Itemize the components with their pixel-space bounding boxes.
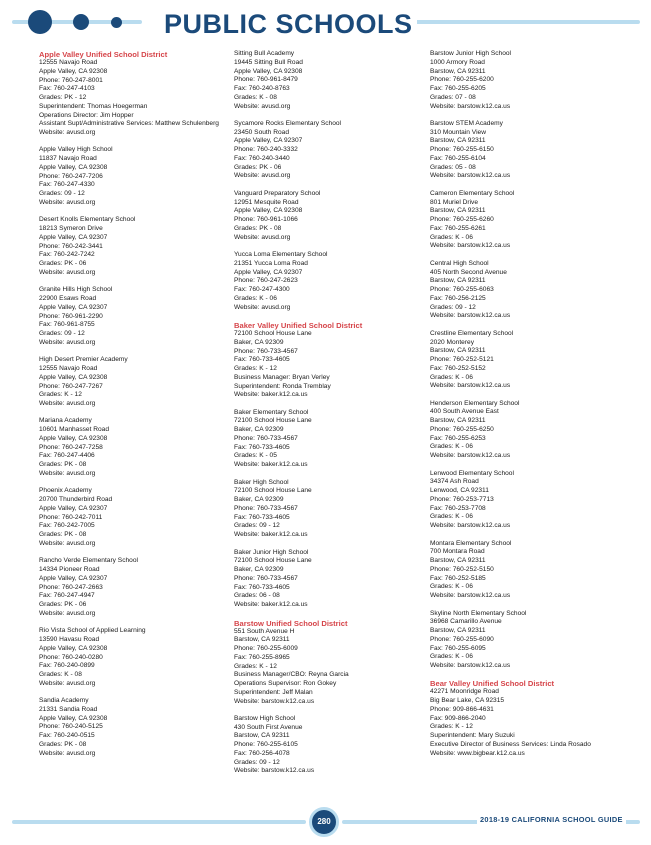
entry-line: Barstow, CA 92311 [430, 347, 486, 355]
school-name: Baker High School [234, 478, 289, 486]
website-line: Website: avusd.org [39, 679, 96, 687]
school-name: Baker Elementary School [234, 408, 309, 416]
grades-line: Grades: K - 12 [430, 723, 473, 731]
grades-line: Grades: K - 08 [234, 93, 277, 101]
page-number: 280 [309, 807, 339, 837]
entry-line: Apple Valley, CA 92308 [39, 434, 108, 442]
entry-line: 34374 Ash Road [430, 478, 479, 486]
entry-line: 1000 Armory Road [430, 58, 485, 66]
entry-line: 700 Montara Road [430, 548, 485, 556]
school-entry [430, 190, 615, 251]
entry-line: Baker, CA 92309 [234, 566, 284, 574]
entry-line: 551 South Avenue H [234, 627, 295, 635]
listing-column-3 [430, 50, 615, 767]
fax-line: Fax: 760-255-6095 [430, 644, 486, 652]
grades-line: Grades: K - 12 [234, 662, 277, 670]
header-dot-medium [73, 14, 89, 30]
fax-line: Fax: 760-733-4605 [234, 443, 290, 451]
entry-line: 10601 Manhasset Road [39, 426, 110, 434]
website-line: Website: avusd.org [39, 198, 96, 206]
grades-line: Grades: PK - 06 [234, 163, 282, 171]
entry-line: 12555 Navajo Road [39, 59, 98, 66]
entry-line: Executive Director of Business Services: Linda Rosado [430, 740, 591, 748]
fax-line: Fax: 760-240-0899 [39, 662, 95, 670]
entry-line: 12951 Mesquite Road [234, 198, 299, 206]
grades-line: Grades: 09 - 12 [39, 190, 85, 198]
entry-line: Apple Valley, CA 92308 [39, 644, 108, 652]
phone-line: Phone: 760-733-4567 [234, 347, 298, 355]
entry-line: Lenwood, CA 92311 [430, 487, 489, 495]
school-name: Barstow Junior High School [430, 50, 511, 57]
website-line: Website: barstow.k12.ca.us [430, 312, 511, 320]
page-footer [0, 800, 651, 840]
fax-line: Fax: 760-252-5185 [430, 574, 486, 582]
website-line: Website: baker.k12.ca.us [234, 391, 308, 399]
entry-line: 18213 Symeron Drive [39, 225, 103, 233]
phone-line: Phone: 760-255-6150 [430, 146, 494, 154]
grades-line: Grades: PK - 06 [39, 260, 87, 268]
district-entry [39, 50, 224, 138]
entry-line: Apple Valley, CA 92307 [39, 233, 108, 241]
school-name: Sycamore Rocks Elementary School [234, 119, 342, 127]
phone-line: Phone: 760-255-6200 [430, 76, 494, 84]
entry-line: 72100 School House Lane [234, 557, 312, 565]
grades-line: Grades: K - 06 [430, 443, 473, 451]
fax-line: Fax: 760-253-7708 [430, 504, 486, 512]
school-entry [234, 251, 419, 312]
grades-line: Grades: K - 12 [234, 365, 277, 372]
grades-line: Grades: K - 06 [430, 233, 473, 241]
school-entry [234, 549, 419, 610]
grades-line: Grades: K - 05 [234, 452, 277, 460]
entry-line: Big Bear Lake, CA 92315 [430, 697, 505, 705]
website-line: Website: avusd.org [39, 469, 96, 477]
phone-line: Phone: 760-242-3441 [39, 242, 103, 250]
fax-line: Fax: 760-255-8965 [234, 653, 290, 661]
school-name: Rancho Verde Elementary School [39, 557, 138, 565]
phone-line: Phone: 760-247-2663 [39, 583, 103, 591]
entry-line: Barstow, CA 92311 [430, 207, 486, 215]
school-entry [39, 146, 224, 207]
fax-line: Fax: 760-255-6253 [430, 434, 486, 442]
website-line: Website: barstow.k12.ca.us [430, 242, 511, 250]
entry-line: Baker, CA 92309 [234, 426, 284, 434]
grades-line: Grades: 09 - 12 [234, 758, 280, 766]
school-entry [430, 330, 615, 391]
school-entry [39, 286, 224, 347]
phone-line: Phone: 760-253-7713 [430, 495, 494, 503]
website-line: Website: avusd.org [234, 102, 291, 110]
entry-line: 11837 Navajo Road [39, 155, 97, 163]
school-name: Sitting Bull Academy [234, 50, 295, 57]
entry-line: 22900 Esaws Road [39, 295, 97, 303]
school-name: Desert Knolls Elementary School [39, 216, 136, 224]
grades-line: Grades: K - 06 [430, 653, 473, 661]
fax-line: Fax: 760-247-4330 [39, 181, 95, 189]
website-line: Website: barstow.k12.ca.us [430, 382, 511, 390]
school-name: Skyline North Elementary School [430, 609, 527, 617]
website-line: Website: avusd.org [39, 400, 96, 407]
grades-line: Grades: PK - 08 [39, 740, 87, 748]
fax-line: Fax: 760-242-7005 [39, 522, 95, 530]
website-line: Website: avusd.org [39, 539, 96, 547]
phone-line: Phone: 760-733-4567 [234, 574, 298, 582]
entry-line: Apple Valley, CA 92308 [39, 373, 108, 381]
header-rule-right [380, 20, 640, 24]
entry-line: Apple Valley, CA 92307 [234, 137, 303, 145]
school-name: Mariana Academy [39, 417, 92, 425]
phone-line: Phone: 760-255-6105 [234, 741, 298, 749]
fax-line: Fax: 760-256-4078 [234, 749, 290, 757]
entry-line: Barstow, CA 92311 [430, 557, 486, 565]
phone-line: Phone: 760-240-0280 [39, 653, 103, 661]
school-entry [234, 715, 419, 776]
school-name: Yucca Loma Elementary School [234, 251, 328, 259]
school-name: Sandia Academy [39, 697, 89, 705]
entry-line: 430 South First Avenue [234, 723, 303, 731]
district-name: Barstow Unified School District [234, 618, 348, 628]
phone-line: Phone: 760-255-6260 [430, 216, 494, 224]
school-entry [234, 190, 419, 243]
phone-line: Phone: 760-247-7258 [39, 443, 103, 451]
entry-line: 13590 Havasu Road [39, 636, 100, 643]
phone-line: Phone: 760-242-7011 [39, 513, 103, 521]
school-entry [39, 697, 224, 758]
website-line: Website: avusd.org [39, 129, 96, 136]
website-line: Website: avusd.org [39, 268, 96, 276]
website-line: Website: avusd.org [39, 338, 96, 346]
fax-line: Fax: 760-247-4300 [234, 286, 290, 294]
grades-line: Grades: K - 08 [39, 671, 82, 678]
entry-line: Apple Valley, CA 92307 [39, 574, 108, 582]
school-entry [430, 120, 615, 181]
grades-line: Grades: 06 - 08 [234, 592, 280, 600]
entry-line: Superintendent: Thomas Hoegerman [39, 102, 148, 110]
grades-line: Grades: K - 06 [430, 373, 473, 381]
page-title: PUBLIC SCHOOLS [160, 9, 417, 39]
website-line: Website: barstow.k12.ca.us [430, 102, 511, 110]
website-line: Website: barstow.k12.ca.us [234, 767, 315, 775]
entry-line: 72100 School House Lane [234, 417, 312, 425]
entry-line: Operations Director: Jim Hopper [39, 111, 134, 119]
entry-line: 72100 School House Lane [234, 487, 312, 495]
entry-line: Operations Supervisor: Ron Gokey [234, 680, 337, 687]
phone-line: Phone: 760-733-4567 [234, 504, 298, 512]
entry-line: Barstow, CA 92311 [234, 636, 290, 644]
grades-line: Grades: 09 - 12 [430, 303, 476, 311]
phone-line: Phone: 909-866-4631 [430, 705, 494, 713]
school-name: Barstow High School [234, 714, 296, 722]
entry-line: 12555 Navajo Road [39, 365, 98, 372]
header-dot-small [111, 17, 122, 28]
school-name: Rio Vista School of Applied Learning [39, 627, 146, 635]
entry-line: Apple Valley, CA 92308 [234, 207, 303, 215]
entry-line: 23450 South Road [234, 128, 289, 136]
website-line: Website: avusd.org [234, 303, 291, 311]
district-entry [234, 321, 419, 400]
school-entry [234, 479, 419, 540]
entry-line: 36968 Camarillo Avenue [430, 618, 502, 626]
fax-line: Fax: 760-733-4605 [234, 356, 290, 364]
phone-line: Phone: 760-247-7267 [39, 382, 103, 390]
phone-line: Phone: 760-247-7206 [39, 172, 103, 180]
grades-line: Grades: K - 06 [430, 513, 473, 521]
grades-line: Grades: 07 - 08 [430, 93, 476, 101]
school-name: Vanguard Preparatory School [234, 189, 321, 197]
school-name: Apple Valley High School [39, 146, 113, 154]
entry-line: 19445 Sitting Bull Road [234, 58, 303, 66]
entry-line: 21331 Sandia Road [39, 705, 98, 713]
grades-line: Grades: PK - 08 [39, 461, 87, 469]
entry-line: Barstow, CA 92311 [430, 417, 486, 425]
district-entry [234, 619, 419, 707]
fax-line: Fax: 760-733-4605 [234, 513, 290, 521]
phone-line: Phone: 760-255-6250 [430, 425, 494, 433]
school-name: Barstow STEM Academy [430, 119, 503, 127]
website-line: Website: barstow.k12.ca.us [430, 592, 511, 600]
district-entry [430, 679, 615, 758]
entry-line: Assistant Supt/Administrative Services: Matthew Schulenberg [39, 120, 219, 128]
entry-line: Apple Valley, CA 92308 [234, 67, 303, 75]
header-dot-large [28, 10, 52, 34]
entry-line: Apple Valley, CA 92307 [234, 268, 303, 276]
phone-line: Phone: 760-247-2623 [234, 277, 298, 285]
fax-line: Fax: 760-240-8763 [234, 85, 290, 92]
entry-line: Barstow, CA 92311 [234, 732, 290, 740]
grades-line: Grades: K - 06 [234, 294, 277, 302]
school-name: Cameron Elementary School [430, 189, 515, 197]
entry-line: 21351 Yucca Loma Road [234, 259, 308, 267]
grades-line: Grades: K - 06 [430, 583, 473, 591]
school-entry [234, 409, 419, 470]
website-line: Website: barstow.k12.ca.us [234, 697, 315, 705]
guide-title: 2018-19 CALIFORNIA SCHOOL GUIDE [477, 815, 626, 824]
school-entry [430, 400, 615, 461]
entry-line: Superintendent: Ronda Tremblay [234, 382, 331, 390]
entry-line: Apple Valley, CA 92308 [39, 67, 108, 75]
website-line: Website: barstow.k12.ca.us [430, 522, 511, 530]
district-name: Baker Valley Unified School District [234, 321, 363, 330]
school-entry [39, 627, 224, 688]
website-line: Website: avusd.org [39, 749, 96, 757]
fax-line: Fax: 760-255-6104 [430, 154, 486, 162]
entry-line: Apple Valley, CA 92308 [39, 163, 108, 171]
district-name: Apple Valley Unified School District [39, 50, 168, 59]
fax-line: Fax: 760-247-4406 [39, 452, 95, 460]
grades-line: Grades: 09 - 12 [234, 522, 280, 530]
entry-line: Business Manager: Bryan Verley [234, 373, 330, 381]
fax-line: Fax: 760-242-7242 [39, 251, 95, 259]
entry-line: Barstow, CA 92311 [430, 67, 486, 75]
school-entry [430, 540, 615, 601]
school-entry [39, 216, 224, 277]
school-name: Crestline Elementary School [430, 329, 514, 337]
district-name: Bear Valley Unified School District [430, 679, 555, 689]
website-line: Website: www.bigbear.k12.ca.us [430, 749, 525, 757]
fax-line: Fax: 760-247-4947 [39, 592, 95, 600]
website-line: Website: barstow.k12.ca.us [430, 172, 511, 180]
entry-line: 310 Mountain View [430, 128, 486, 136]
school-entry [234, 50, 419, 111]
phone-line: Phone: 760-255-6063 [430, 286, 494, 294]
school-entry [39, 487, 224, 548]
grades-line: Grades: PK - 08 [234, 224, 282, 232]
grades-line: Grades: PK - 12 [39, 94, 87, 101]
phone-line: Phone: 760-255-6090 [430, 635, 494, 643]
website-line: Website: baker.k12.ca.us [234, 601, 308, 609]
fax-line: Fax: 760-961-8755 [39, 321, 95, 329]
fax-line: Fax: 760-733-4605 [234, 583, 290, 591]
school-name: Henderson Elementary School [430, 399, 520, 407]
school-entry [430, 260, 615, 321]
website-line: Website: avusd.org [234, 172, 291, 180]
website-line: Website: baker.k12.ca.us [234, 531, 308, 539]
school-entry [430, 50, 615, 111]
entry-line: 801 Muriel Drive [430, 198, 479, 206]
listing-column-1 [39, 50, 224, 767]
school-name: Granite Hills High School [39, 286, 113, 294]
grades-line: Grades: K - 12 [39, 391, 82, 399]
school-entry [39, 356, 224, 409]
school-name: Baker Junior High School [234, 548, 309, 556]
entry-line: Business Manager/CBO: Reyna Garcia [234, 671, 349, 679]
school-entry [234, 120, 419, 181]
website-line: Website: barstow.k12.ca.us [430, 662, 511, 669]
entry-line: 2020 Monterey [430, 338, 474, 346]
grades-line: Grades: 09 - 12 [39, 330, 85, 338]
grades-line: Grades: 05 - 08 [430, 163, 476, 171]
fax-line: Fax: 760-240-3440 [234, 154, 290, 162]
school-name: High Desert Premier Academy [39, 356, 128, 364]
entry-line: 14334 Pioneer Road [39, 566, 100, 574]
entry-line: 400 South Avenue East [430, 408, 499, 416]
phone-line: Phone: 760-247-8001 [39, 76, 103, 84]
website-line: Website: barstow.k12.ca.us [430, 452, 511, 460]
school-name: Montara Elementary School [430, 539, 512, 547]
phone-line: Phone: 760-961-8479 [234, 76, 298, 84]
entry-line: Baker, CA 92309 [234, 496, 284, 504]
school-entry [39, 417, 224, 478]
fax-line: Fax: 760-255-6261 [430, 224, 486, 232]
school-name: Central High School [430, 259, 489, 267]
entry-line: Apple Valley, CA 92307 [39, 303, 108, 311]
phone-line: Phone: 760-733-4567 [234, 434, 298, 442]
entry-line: Superintendent: Mary Suzuki [430, 732, 515, 740]
fax-line: Fax: 760-256-2125 [430, 294, 486, 302]
entry-line: Superintendent: Jeff Malan [234, 688, 313, 696]
school-entry [430, 470, 615, 531]
phone-line: Phone: 760-255-6009 [234, 645, 298, 652]
website-line: Website: avusd.org [39, 609, 96, 617]
grades-line: Grades: PK - 08 [39, 531, 87, 539]
phone-line: Phone: 760-252-5121 [430, 356, 494, 363]
entry-line: 20700 Thunderbird Road [39, 496, 113, 504]
entry-line: Barstow, CA 92311 [430, 137, 486, 145]
fax-line: Fax: 760-247-4103 [39, 85, 95, 93]
entry-line: Barstow, CA 92311 [430, 277, 486, 285]
school-entry [430, 610, 615, 671]
phone-line: Phone: 760-252-5150 [430, 565, 494, 573]
school-name: Lenwood Elementary School [430, 469, 514, 477]
grades-line: Grades: PK - 06 [39, 601, 87, 609]
fax-line: Fax: 909-866-2040 [430, 714, 486, 722]
website-line: Website: baker.k12.ca.us [234, 461, 308, 469]
page-header [0, 0, 651, 48]
fax-line: Fax: 760-240-0515 [39, 732, 95, 740]
phone-line: Phone: 760-240-3332 [234, 146, 298, 154]
entry-line: Apple Valley, CA 92307 [39, 504, 108, 512]
listing-column-2 [234, 50, 419, 785]
fax-line: Fax: 760-252-5152 [430, 364, 486, 372]
entry-line: Baker, CA 92309 [234, 338, 284, 346]
phone-line: Phone: 760-961-2290 [39, 312, 103, 320]
entry-line: 405 North Second Avenue [430, 268, 507, 276]
entry-line: Barstow, CA 92311 [430, 627, 486, 634]
entry-line: Apple Valley, CA 92308 [39, 714, 108, 722]
fax-line: Fax: 760-255-6205 [430, 85, 486, 92]
phone-line: Phone: 760-961-1066 [234, 216, 298, 224]
entry-line: 42271 Moonridge Road [430, 688, 499, 696]
school-name: Phoenix Academy [39, 487, 92, 495]
school-entry [39, 557, 224, 618]
entry-line: 72100 School House Lane [234, 330, 312, 337]
phone-line: Phone: 760-240-5125 [39, 723, 103, 731]
footer-rule-left [12, 820, 306, 824]
website-line: Website: avusd.org [234, 233, 291, 241]
